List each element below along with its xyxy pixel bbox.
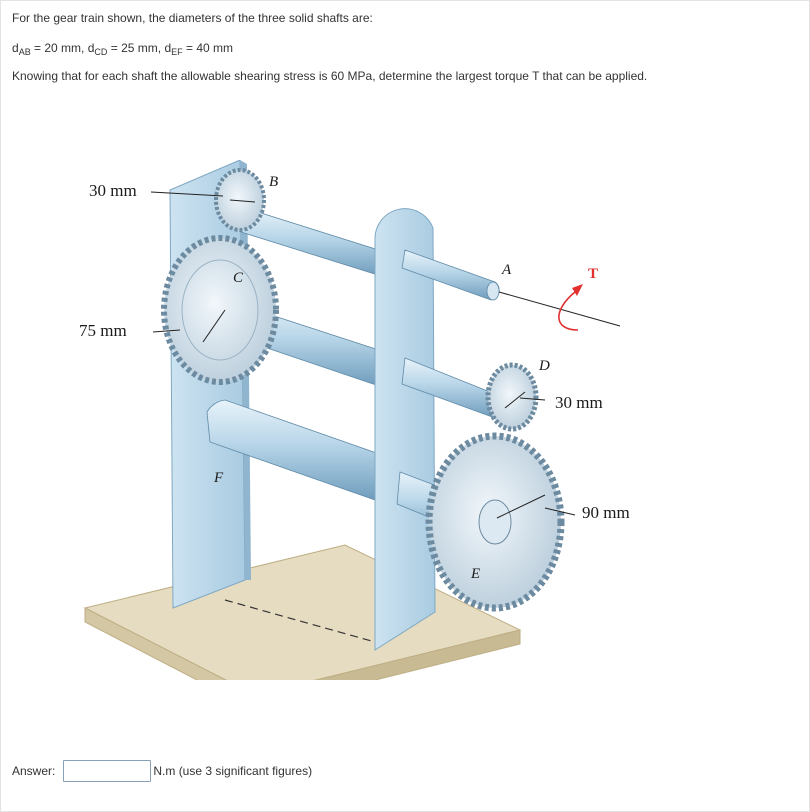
question-intro: For the gear train shown, the diameters of the three solid shafts are:: [12, 11, 373, 25]
dim-90mm: 90 mm: [582, 503, 630, 522]
label-c: C: [233, 270, 244, 286]
label-d: D: [539, 358, 550, 374]
label-f: F: [214, 470, 224, 486]
label-a: A: [502, 262, 512, 278]
label-b: B: [269, 174, 279, 190]
dim-30mm-left: 30 mm: [89, 181, 137, 200]
gear-d: [488, 365, 536, 429]
question-prompt: Knowing that for each shaft the allowable shearing stress is 60 MPa, determine the largest torque T that can be applied.: [12, 69, 648, 83]
dim-30mm-right: 30 mm: [555, 393, 603, 412]
dim-75mm: 75 mm: [79, 321, 127, 340]
answer-label: Answer:: [12, 764, 56, 778]
gear-e: [429, 436, 561, 608]
gear-train-figure: [75, 160, 645, 680]
label-t: T: [588, 266, 599, 282]
gear-b: [216, 170, 264, 230]
shaft-diameters: $d_{AB} = 20$ mm, $d_{CD} = 25$ mm, $d_{EF} = 40$ mm: [12, 41, 234, 57]
torque-arrow: [559, 284, 583, 330]
answer-units: N.m (use 3 significant figures): [153, 764, 313, 778]
label-e: E: [471, 566, 481, 582]
answer-input[interactable]: [63, 760, 151, 782]
answer-row: [12, 758, 312, 784]
gear-c: [164, 238, 276, 382]
